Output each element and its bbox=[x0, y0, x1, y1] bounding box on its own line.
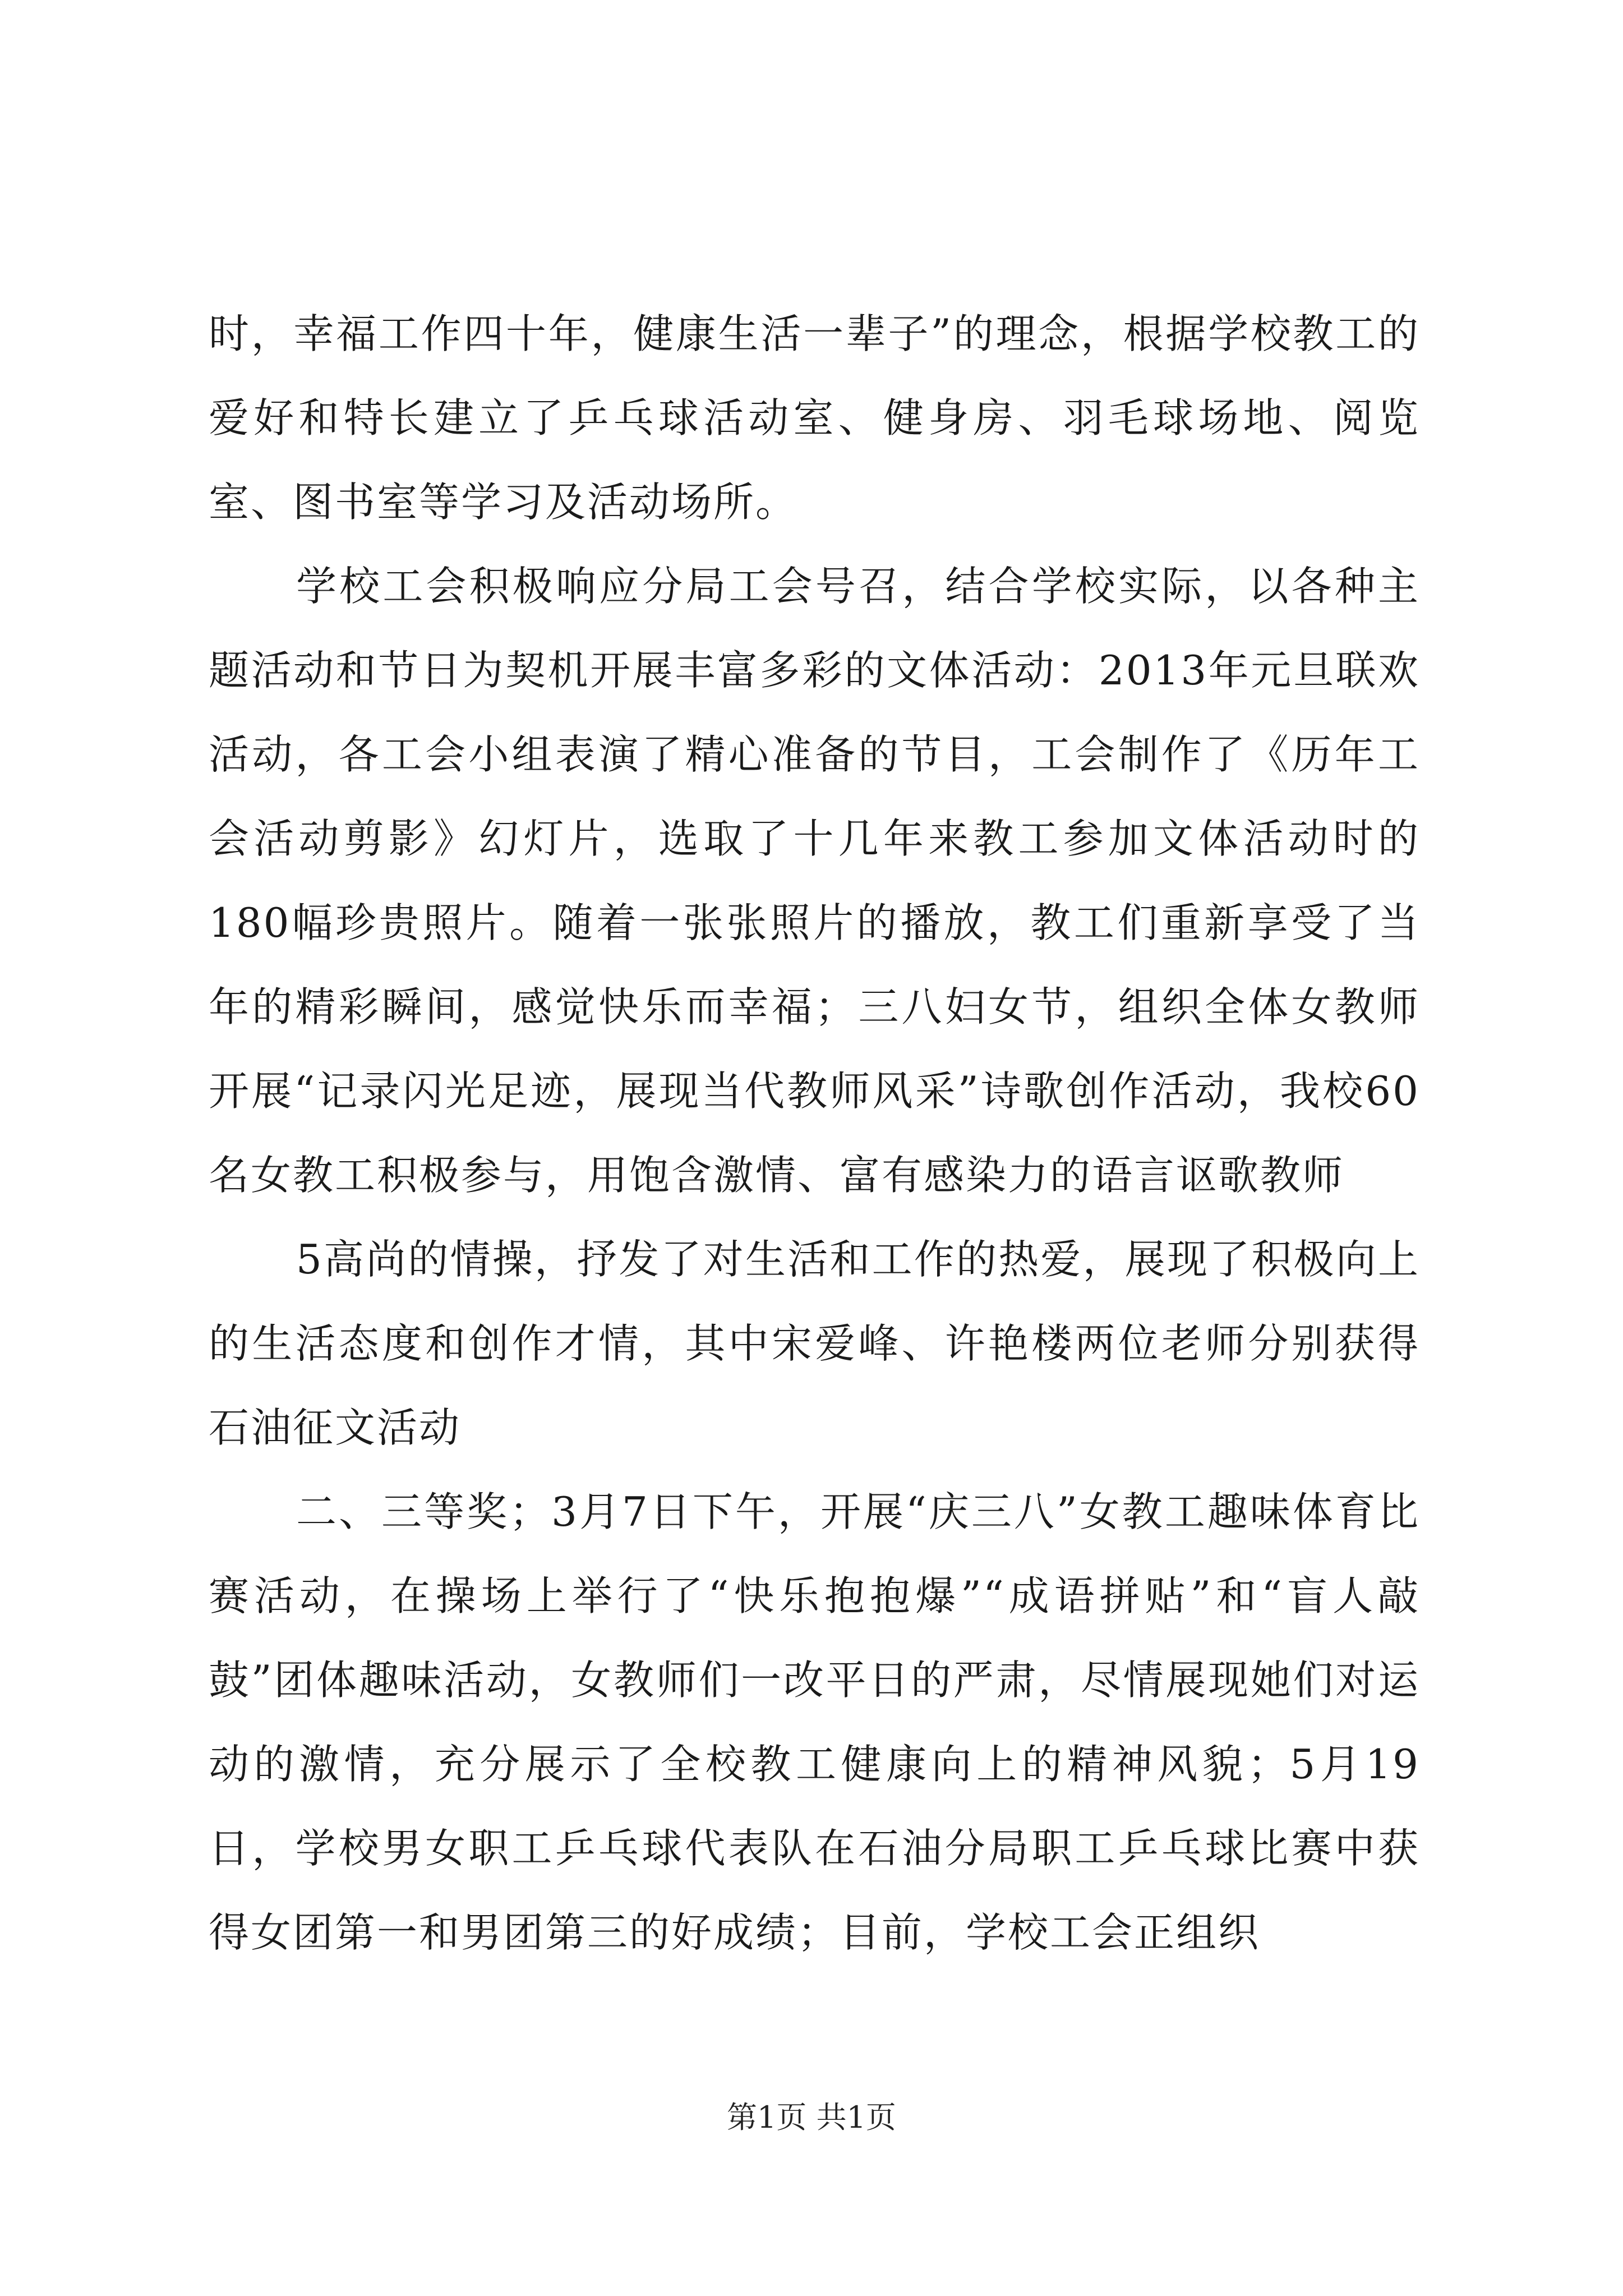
paragraph-2: 学校工会积极响应分局工会号召，结合学校实际，以各种主题活动和节日为契机开展丰富多彩的文体活动：2013年元旦联欢活动，各工会小组表演了精心准备的节目，工会制作了《历年工会活动剪影》幻灯片，选取了十几年来教工参加文体活动时的180幅珍贵照片。随着一张张照片的播放，教工们重新享受了当年的精彩瞬间，感觉快乐而幸福；三八妇女节，组织全体女教师开展“记录闪光足迹，展现当代教师风采”诗歌创作活动，我校60名女教工积极参与，用饱含激情、富有感染力的语言讴歌教师 bbox=[209, 563, 1420, 1199]
page-footer: 第1页 共1页 bbox=[727, 2100, 896, 2135]
paragraph-3: 5高尚的情操，抒发了对生活和工作的热爱，展现了积极向上的生活态度和创作才情，其中宋爱峰、许艳楼两位老师分别获得石油征文活动 bbox=[209, 1236, 1420, 1451]
paragraph-4: 二、三等奖；3月7日下午，开展“庆三八”女教工趣味体育比赛活动，在操场上举行了“快乐抱抱爆”“成语拼贴”和“盲人敲鼓”团体趣味活动，女教师们一改平日的严肃，尽情展现她们对运动的激情，充分展示了全校教工健康向上的精神风貌；5月19日，学校男女职工乒乓球代表队在石油分局职工乒乓球比赛中获得女团第一和男团第三的好成绩；目前，学校工会正组织 bbox=[209, 1488, 1420, 1956]
document-body bbox=[209, 292, 1420, 1975]
paragraph-1: 时，幸福工作四十年，健康生活一辈子”的理念，根据学校教工的爱好和特长建立了乒乓球活动室、健身房、羽毛球场地、阅览室、图书室等学习及活动场所。 bbox=[209, 310, 1420, 526]
